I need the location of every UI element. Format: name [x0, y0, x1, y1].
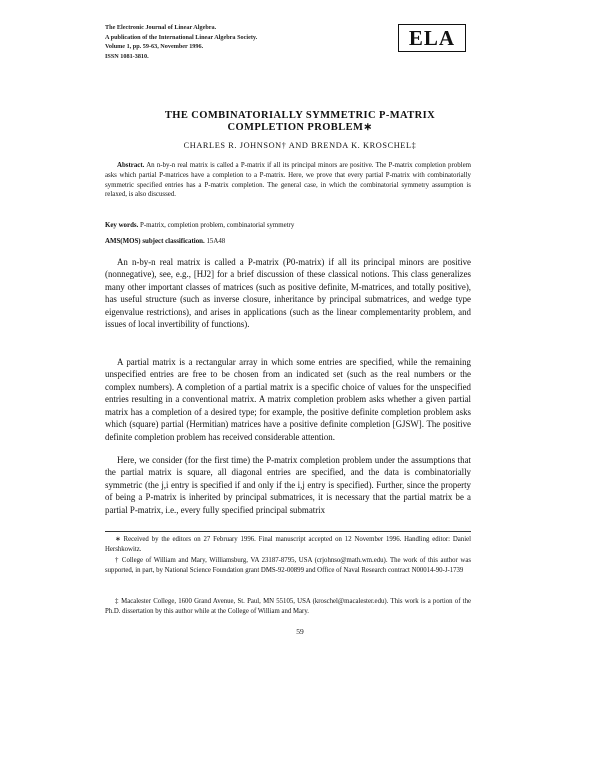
abstract-label: Abstract.	[117, 162, 145, 169]
paper-title	[100, 110, 500, 134]
title-line-1: THE COMBINATORIALLY SYMMETRIC P-MATRIX	[164, 110, 436, 121]
journal-issn: ISSN 1081-3810.	[105, 52, 149, 60]
body-paragraph-1: An n-by-n real matrix is called a P-matrix (P0-matrix) if all its principal minors are positive (nonnegative), see, e.g., [HJ2] for a brief discussion of these classical notions. This class generalizes many other important classes of matrices (such as positive definite, M-matrices, and totally positive), has useful structure (such as inverse closure, inheritance by principal submatrices, and wedge type eigenvalue restrictions), and arises in applications (such as the linear complementarity problem, and issues of local invertibility of functions).	[105, 257, 471, 330]
body-paragraph-2: A partial matrix is a rectangular array in which some entries are specified, while the remaining unspecified entries are free to be chosen from an indicated set (such as the real numbers or the complex numbers). A completion of a partial matrix is a specific choice of values for the unspecified entries resulting in a conventional matrix. A matrix completion problem asks whether a given partial matrix has a completion of a desired type; for example, the positive definite completion problem asks which (square) partial (Hermitian) matrices have a positive definite completion [GJSW]. The positive definite completion problem has received considerable attention.	[105, 357, 471, 442]
keywords	[105, 222, 471, 229]
journal-name: The Electronic Journal of Linear Algebra.	[105, 24, 217, 31]
journal-volume: Volume 1, pp. 59-63, November 1996.	[105, 43, 204, 51]
footnote-author-2: ‡ Macalester College, 1600 Grand Avenue, St. Paul, MN 55105, USA (kroschel@macalester.edu). This work is a portion of the Ph.D. dissertation by this author while at the College of William and Mary.	[105, 598, 471, 615]
body-paragraph-3: Here, we consider (for the first time) the P-matrix completion problem under the assumptions that the partial matrix is square, all diagonal entries are specified, and the data is combinatorially symmetric (the j,i entry is specified if and only if the i,j entry is specified). Further, since the property of being a P-matrix is inherited by principal submatrices, it is necessary that the partial matrix be a partial P-matrix, i.e., every fully specified principal submatrix	[105, 455, 471, 515]
footnote-author-1: † College of William and Mary, Williamsburg, VA 23187-8795, USA (crjohnso@math.wm.edu). The work of this author was supported, in part, by National Science Foundation grant DMS-92-00899 and Office of Naval Research contract N00014-90-J-1739	[105, 557, 471, 574]
ams-text: 15A48	[206, 238, 226, 245]
footnote-divider	[105, 531, 471, 532]
journal-publisher: A publication of the International Linear Algebra Society.	[105, 33, 258, 41]
keywords-text: P-matrix, completion problem, combinatorial symmetry	[140, 222, 295, 229]
ams-label: AMS(MOS) subject classification.	[105, 238, 205, 245]
keywords-label: Key words.	[105, 222, 139, 229]
title-line-2: COMPLETION PROBLEM∗	[227, 122, 373, 133]
abstract-text: An n-by-n real matrix is called a P-matrix if all its principal minors are positive. The P-matrix completion problem asks which partial P-matrices have a completion to a P-matrix. Here, we prove that every partial P-matrix with combinatorially symmetric specified entries has a P-matrix completion. The general case, in which the combinatorial symmetry assumption is relaxed, is also discussed.	[105, 162, 471, 199]
abstract	[105, 161, 471, 200]
ams-classification	[105, 238, 471, 245]
ela-logo: ELA	[398, 24, 466, 52]
page-number: 59	[296, 627, 304, 636]
journal-header	[105, 23, 405, 61]
authors: CHARLES R. JOHNSON† AND BRENDA K. KROSCHEL‡	[183, 141, 417, 150]
footnote-received: ∗ Received by the editors on 27 February 1996. Final manuscript accepted on 12 November 1996. Handling editor: Daniel Hershkowitz.	[105, 536, 471, 553]
